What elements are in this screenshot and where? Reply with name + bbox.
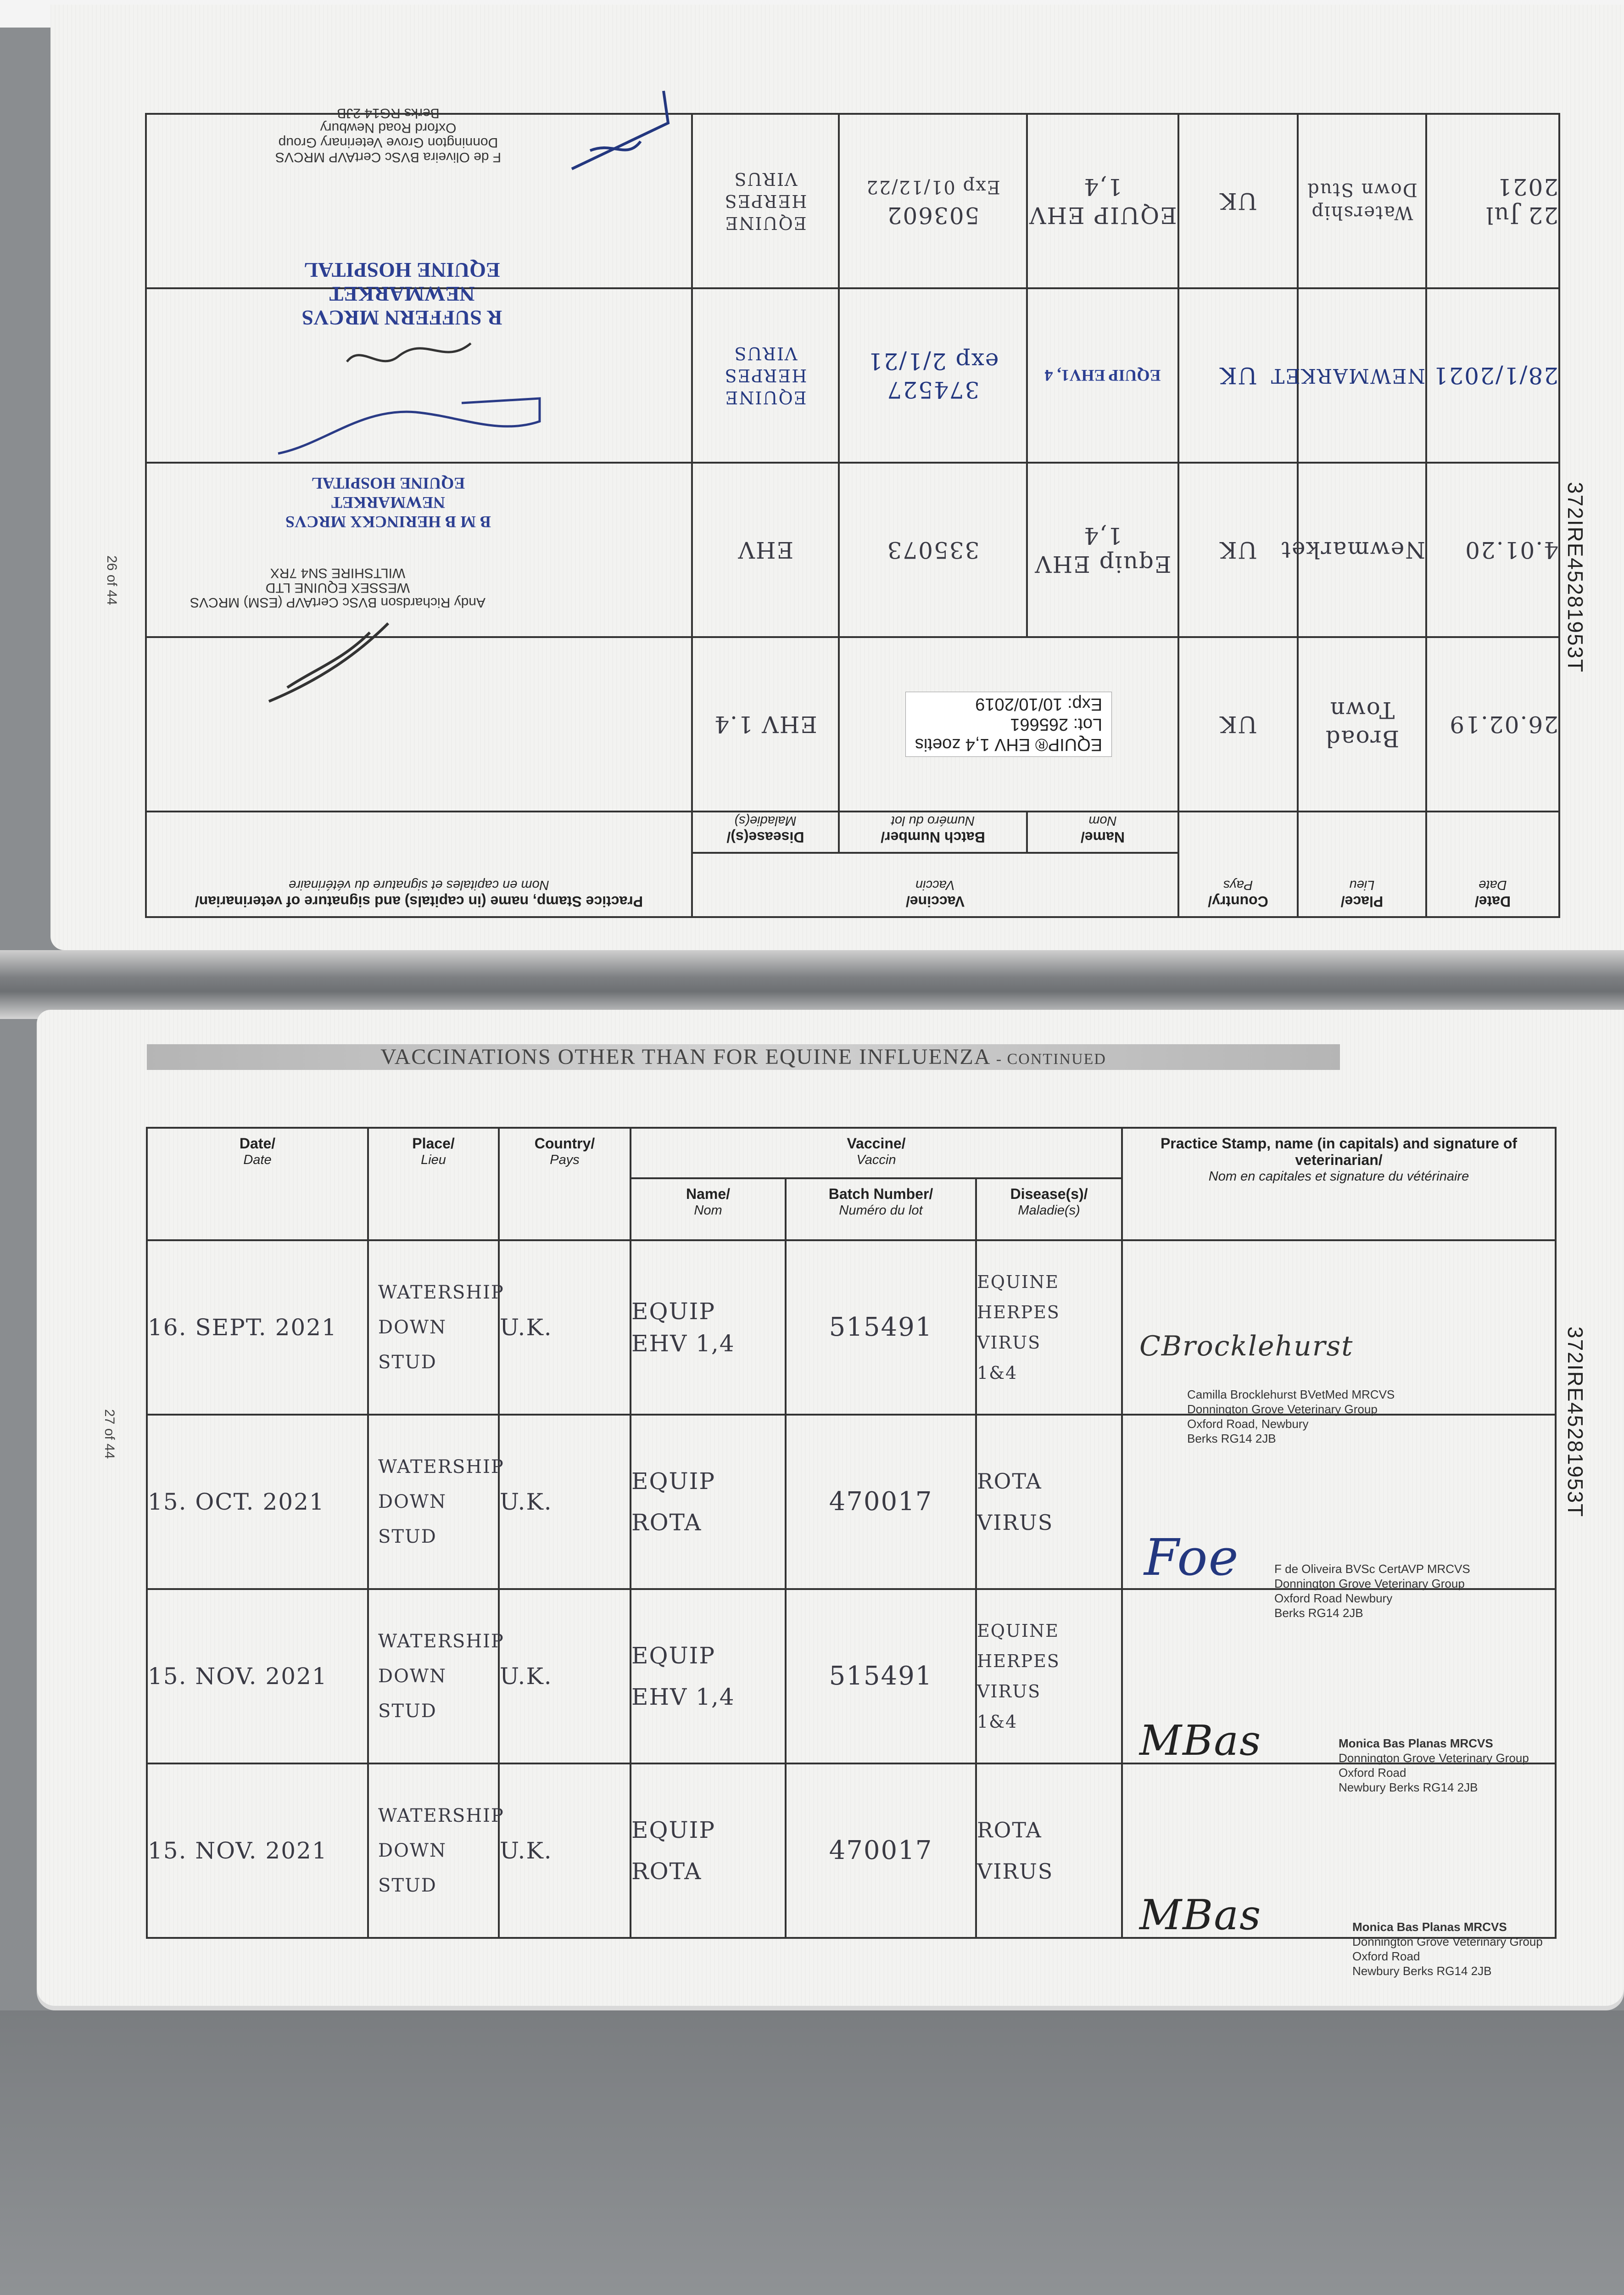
entry-disease: EQUINE HERPES VIRUS 1&4 [976,1589,1122,1763]
entry-batch [839,288,1027,463]
vet-stamp: F de Oliveira BVSc CertAVP MRCVS Donnington Grove Veterinary Group Oxford Road Newbury Berks RG14 2JB [275,106,502,165]
header-vaccine: Vaccine/ Vaccin [692,853,1178,917]
vet-stamp: Camilla Brocklehurst BVetMed MRCVS Donnington Grove Veterinary Group Oxford Road, Newbury Berks RG14 2JB [1187,1388,1395,1445]
vaccine-label-sticker-cell [839,637,1178,812]
stamp-cell [146,463,692,637]
entry-place: NEWMARKET [1298,288,1426,463]
header-name: Name/ Nom [1027,812,1178,853]
entry-vaccine-name: Equip EHV 1,4 [1027,463,1178,637]
vet-stamp: Monica Bas Planas MRCVS Donnington Grove Veterinary Group Oxford Road Newbury Berks RG14 2JB [1352,1920,1543,1978]
entry-country: UK [1178,114,1298,288]
header-disease: Disease(s)/ Maladie(s) [976,1178,1122,1240]
vet-signature [260,614,397,706]
header-disease: Disease(s)/ Maladie(s) [692,812,839,853]
entry-date: 4.01.20 [1426,463,1559,637]
entry-country: UK [1178,463,1298,637]
entry-date: 22 Jul 2021 [1426,114,1559,288]
batch-number: 374527 [886,376,980,403]
header-row [146,853,1559,917]
vet-stamp: R SUFFERN MRCVS NEWMARKET EQUINE HOSPITAL [301,258,502,330]
vet-stamp: Monica Bas Planas MRCVS Donnington Grove Veterinary Group Oxford Road Newbury Berks RG14 2JB [1339,1736,1529,1794]
label-exp: 10/10/2019 [975,694,1063,714]
entry-country: U.K. [499,1763,631,1938]
entry-place: Broad Town [1298,637,1426,812]
entry-date: 28/1/2021 [1426,288,1559,463]
entry-disease: ROTA VIRUS [976,1763,1122,1938]
vaccine-label-sticker [905,692,1112,757]
header-date: Date/ Date [147,1128,368,1240]
entry-date: 16. SEPT. 2021 [147,1240,368,1415]
entry-vaccine-name: EQUIP ROTA [631,1415,786,1589]
entry-country: U.K. [499,1240,631,1415]
header-batch: Batch Number/ Numéro du lot [786,1178,976,1240]
entry-country: U.K. [499,1589,631,1763]
entry-disease: EHV 1.4 [692,637,839,812]
entry-vaccine-name: EQUIP ROTA [631,1763,786,1938]
heading-main: VACCINATIONS OTHER THAN FOR EQUINE INFLUENZA [380,1045,990,1069]
entry-disease: ROTA VIRUS [976,1415,1122,1589]
vet-signature [563,86,682,178]
header-batch: Batch Number/ Numéro du lot [839,812,1027,853]
heading-suffix: - CONTINUED [996,1051,1106,1068]
header-country: Country/ Pays [1178,812,1298,917]
page-27-heading [147,1044,1340,1070]
header-place: Place/ Lieu [368,1128,499,1240]
header-country: Country/ Pays [499,1128,631,1240]
entry-place: Watership Down Stud [1298,114,1426,288]
header-name: Name/ Nom [631,1178,786,1240]
entry-batch: 515491 [786,1240,976,1415]
table-row [147,1240,1556,1415]
vet-stamp: Andy Richardson BVSc CertAVP (ESM) MRCVS WESSEX EQUINE LTD WILTSHIRE SN4 7RX [190,565,486,610]
label-lot-title: Lot: [1073,715,1103,734]
header-row [147,1128,1556,1178]
entry-country: U.K. [499,1415,631,1589]
entry-batch: 335073 [839,463,1027,637]
label-exp-title: Exp: [1067,694,1103,714]
header-stamp: Practice Stamp, name (in capitals) and signature of veterinarian/ Nom en capitales et signature du vétérinaire [146,812,692,917]
entry-disease: EQUINE HERPES VIRUS 1&4 [976,1240,1122,1415]
entry-vaccine-name: EQUIP EHV 1,4 [631,1240,786,1415]
header-place: Place/ Lieu [1298,812,1426,917]
table-row [146,637,1559,812]
entry-place: WATERSHIP DOWN STUD [368,1240,499,1415]
entry-date: 15. OCT. 2021 [147,1415,368,1589]
batch-expiry: Exp 01/12/22 [865,176,1000,197]
header-date: Date/ Date [1426,812,1559,917]
label-product: EQUIP® EHV 1,4 zoetis [915,735,1103,754]
entry-batch [839,114,1027,288]
vaccination-table-27 [146,1127,1557,1978]
entry-place: WATERSHIP DOWN STUD [368,1415,499,1589]
entry-date: 15. NOV. 2021 [147,1763,368,1938]
vet-signature: Foe [1144,1528,1239,1587]
vet-stamp: F de Oliveira BVSc CertAVP MRCVS Donnington Grove Veterinary Group Oxford Road Newbury Berks RG14 2JB [1274,1562,1470,1620]
header-stamp: Practice Stamp, name (in capitals) and signature of veterinarian/ Nom en capitales et signature du vétérinaire [1122,1128,1556,1240]
batch-number: 503602 [886,202,980,229]
entry-vaccine-name: EQUIP EHV 1,4 [631,1589,786,1763]
page-number-27: 27 of 44 [102,1409,117,1459]
entry-vaccine-name: EQUIP EHV 1,4 [1027,114,1178,288]
vaccination-table-26 [145,106,1560,918]
entry-batch: 515491 [786,1589,976,1763]
book-gutter [0,950,1624,1019]
page-26-content-upside-down [147,92,1560,918]
vet-signature [342,330,480,371]
side-code-27: 372IRE45281953T [1563,1327,1587,1518]
side-code-26: 372IRE45281953T [1563,482,1587,673]
entry-vaccine-name: EQUIP EHV1, 4 [1027,288,1178,463]
entry-place: WATERSHIP DOWN STUD [368,1763,499,1938]
entry-country: UK [1178,637,1298,812]
entry-disease: EQUINE HERPES VIRUS [692,114,839,288]
table-row [146,463,1559,637]
vet-signature: MBas [1139,1891,1262,1939]
label-lot: 265661 [1010,715,1069,734]
entry-country: UK [1178,288,1298,463]
entry-batch: 470017 [786,1763,976,1938]
header-vaccine: Vaccine/ Vaccin [631,1128,1122,1178]
vet-signature: CBrocklehurst [1139,1330,1354,1362]
entry-place: Newmarket [1298,463,1426,637]
entry-disease: EHV [692,463,839,637]
stamp-cell [1122,1240,1556,1445]
vet-stamp: B M B HERINCKX MRCVS NEWMARKET EQUINE HOSPITAL [285,474,491,531]
entry-date: 26.02.19 [1426,637,1559,812]
vet-signature: MBas [1139,1717,1262,1765]
entry-place: WATERSHIP DOWN STUD [368,1589,499,1763]
entry-disease: EQUINE HERPES VIRUS [692,288,839,463]
vet-signature [260,394,553,463]
batch-expiry: exp 2/1/21 [867,348,999,375]
page-number-26: 26 of 44 [104,555,119,605]
entry-batch: 470017 [786,1415,976,1589]
stamp-cell [146,565,692,812]
scan-background [0,2010,1624,2295]
entry-date: 15. NOV. 2021 [147,1589,368,1763]
